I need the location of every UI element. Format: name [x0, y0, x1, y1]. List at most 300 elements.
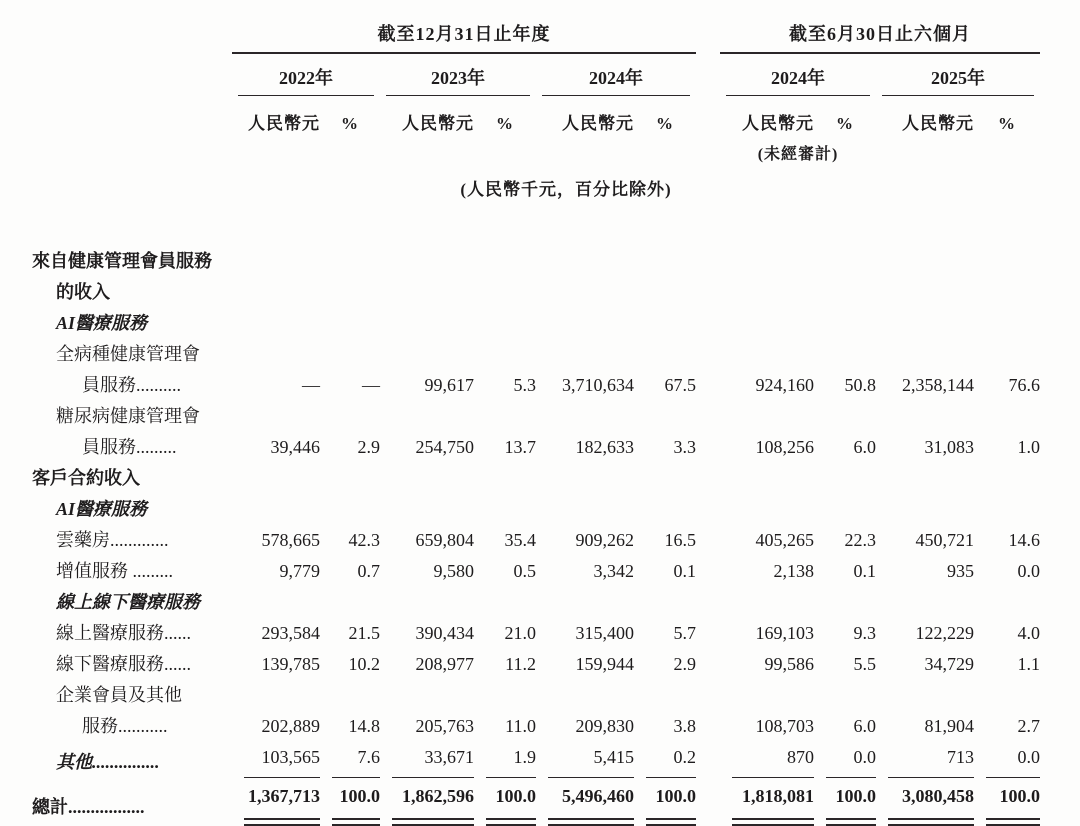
cell-text: 1.1 [1017, 654, 1041, 674]
table-row [32, 463, 1040, 494]
value-cell [536, 463, 634, 494]
year-header-2025-interim: 2025年 [876, 53, 1040, 96]
percent-cell [814, 525, 876, 556]
cell-text: 909,262 [575, 530, 634, 550]
cell-text: 50.8 [844, 375, 877, 395]
value-cell [380, 742, 474, 778]
percent-cell [320, 494, 380, 525]
value-cell [876, 649, 974, 680]
row-label [32, 680, 232, 742]
cell-text: 870 [732, 742, 814, 778]
row-label-line: AI醫療服務 [56, 499, 148, 519]
row-label-line: 來自健康管理會員服務 [32, 251, 212, 271]
value-cell [232, 618, 320, 649]
cell-text: 659,804 [415, 530, 474, 550]
double-rule [486, 818, 536, 826]
table-row [32, 246, 1040, 308]
row-label-line: AI醫療服務 [56, 313, 148, 333]
row-label-line: 糖尿病健康管理會 [56, 406, 200, 426]
value-cell [876, 308, 974, 339]
percent-cell [320, 339, 380, 401]
cell-text: 6.0 [853, 437, 877, 457]
cell-text: 159,944 [575, 654, 634, 674]
cell-text: 103,565 [244, 742, 320, 778]
cell-text: 578,665 [261, 530, 320, 550]
unit-header-row [32, 96, 1040, 134]
cell-text: 0.2 [646, 742, 696, 778]
value-cell [720, 680, 814, 742]
cell-text: 0.7 [357, 561, 380, 581]
cell-text: 35.4 [504, 530, 536, 550]
percent-cell [814, 742, 876, 778]
value-cell [876, 778, 974, 826]
percent-cell [974, 742, 1040, 778]
double-rule [392, 818, 474, 826]
percent-header: % [836, 114, 855, 133]
currency-header: 人民幣元 [562, 114, 634, 133]
cell-text: 42.3 [348, 530, 380, 550]
row-label [32, 525, 232, 556]
cell-text: 169,103 [755, 623, 815, 643]
row-label-line: 增值服務 ......... [56, 561, 173, 581]
cell-text: 315,400 [575, 623, 634, 643]
value-cell [876, 587, 974, 618]
percent-cell [814, 556, 876, 587]
value-cell [876, 401, 974, 463]
cell-text: 34,729 [924, 654, 975, 674]
value-cell [232, 778, 320, 826]
percent-cell [814, 587, 876, 618]
row-label-line: 總計................. [32, 797, 145, 817]
cell-text: 4.0 [1017, 623, 1041, 643]
cell-text: 0.0 [1017, 561, 1041, 581]
cell-text: 10.2 [348, 654, 380, 674]
percent-cell [474, 680, 536, 742]
value-cell [232, 525, 320, 556]
percent-cell [814, 339, 876, 401]
cell-text: 293,584 [261, 623, 320, 643]
cell-text: 2.7 [1017, 716, 1041, 736]
cell-text: 390,434 [415, 623, 474, 643]
percent-cell [974, 618, 1040, 649]
percent-cell [814, 308, 876, 339]
cell-text: 2.9 [673, 654, 697, 674]
value-cell [720, 649, 814, 680]
row-label-line: 雲藥房............. [56, 530, 169, 550]
cell-text: 99,617 [424, 375, 474, 395]
value-cell [380, 308, 474, 339]
cell-text: 1.9 [486, 742, 536, 778]
percent-cell [634, 680, 696, 742]
currency-header: 人民幣元 [742, 114, 815, 133]
row-label [32, 246, 232, 308]
percent-cell [634, 494, 696, 525]
row-label-line: 線下醫療服務...... [56, 654, 191, 674]
percent-cell [814, 494, 876, 525]
row-label-line: 服務........... [82, 716, 168, 736]
percent-cell [320, 618, 380, 649]
column-gap [696, 680, 720, 742]
percent-cell [474, 401, 536, 463]
column-gap [696, 308, 720, 339]
percent-cell [634, 339, 696, 401]
cell-text: 5.7 [673, 623, 697, 643]
column-gap [696, 16, 720, 53]
value-cell [720, 587, 814, 618]
year-header-row [32, 53, 1040, 96]
period-header-annual: 截至12月31日止年度 [232, 16, 696, 53]
cell-text: 67.5 [664, 375, 697, 395]
percent-cell [320, 556, 380, 587]
currency-header: 人民幣元 [248, 114, 320, 133]
row-label [32, 463, 232, 494]
row-label [32, 649, 232, 680]
value-cell [536, 742, 634, 778]
cell-text: 9,580 [433, 561, 474, 581]
cell-text: 21.0 [504, 623, 536, 643]
table-row [32, 339, 1040, 401]
cell-text: 81,904 [924, 716, 975, 736]
period-header-interim: 截至6月30日止六個月 [720, 16, 1040, 53]
row-label [32, 618, 232, 649]
currency-header: 人民幣元 [402, 114, 474, 133]
percent-cell [974, 556, 1040, 587]
cell-text: 13.7 [504, 437, 536, 457]
value-cell [232, 587, 320, 618]
table-row [32, 494, 1040, 525]
cell-text: 100.0 [655, 786, 697, 806]
value-cell [720, 463, 814, 494]
value-cell [536, 680, 634, 742]
cell-text: 108,256 [755, 437, 815, 457]
label-column-head [32, 16, 232, 53]
percent-header: % [998, 114, 1017, 133]
value-cell [876, 742, 974, 778]
percent-cell [474, 494, 536, 525]
row-label-line: 員服務......... [82, 437, 177, 457]
value-cell [720, 339, 814, 401]
value-cell [876, 246, 974, 308]
cell-text: 9,779 [279, 561, 320, 581]
cell-text: 6.0 [853, 716, 877, 736]
row-label-line: 客戶合約收入 [32, 468, 140, 488]
row-label-line: 其他............... [56, 752, 160, 772]
percent-cell [634, 618, 696, 649]
cell-text: 0.1 [673, 561, 697, 581]
percent-cell [814, 680, 876, 742]
double-rule [646, 818, 696, 826]
value-cell [380, 401, 474, 463]
value-cell [876, 680, 974, 742]
cell-text: 139,785 [261, 654, 320, 674]
cell-text: 5,496,460 [562, 786, 634, 806]
percent-cell [814, 463, 876, 494]
cell-text: 99,586 [764, 654, 815, 674]
column-gap [696, 494, 720, 525]
percent-cell [320, 246, 380, 308]
value-cell [876, 556, 974, 587]
cell-text: 5.5 [853, 654, 877, 674]
value-cell [536, 649, 634, 680]
percent-cell [634, 556, 696, 587]
value-cell [536, 401, 634, 463]
value-cell [876, 463, 974, 494]
column-gap [696, 525, 720, 556]
cell-text: 1,818,081 [742, 786, 815, 806]
cell-text: 924,160 [755, 375, 815, 395]
percent-cell [474, 587, 536, 618]
value-cell [232, 308, 320, 339]
value-cell [232, 649, 320, 680]
cell-text: 11.0 [505, 716, 536, 736]
column-gap [696, 246, 720, 308]
percent-header: % [496, 114, 514, 133]
percent-cell [974, 401, 1040, 463]
cell-text: 122,229 [915, 623, 975, 643]
value-cell [876, 618, 974, 649]
value-cell [720, 246, 814, 308]
column-gap [696, 778, 720, 826]
value-cell [380, 680, 474, 742]
cell-text: 1,367,713 [248, 786, 320, 806]
cell-text: 2,138 [773, 561, 815, 581]
cell-text: 3.8 [673, 716, 697, 736]
percent-cell [814, 401, 876, 463]
cell-text: 0.5 [513, 561, 536, 581]
percent-cell [320, 463, 380, 494]
percent-cell [634, 649, 696, 680]
cell-text: 205,763 [415, 716, 474, 736]
value-cell [380, 463, 474, 494]
cell-text: 21.5 [348, 623, 380, 643]
value-cell [720, 308, 814, 339]
cell-text: 100.0 [495, 786, 536, 806]
value-cell [380, 778, 474, 826]
column-gap [696, 742, 720, 778]
percent-cell [814, 649, 876, 680]
cell-text: 100.0 [999, 786, 1041, 806]
value-cell [380, 339, 474, 401]
table-row [32, 556, 1040, 587]
unit-note: (人民幣千元，百分比除外) [460, 180, 672, 199]
percent-cell [320, 649, 380, 680]
table-row [32, 308, 1040, 339]
cell-text: 1,862,596 [402, 786, 474, 806]
row-label-line: 線上醫療服務...... [56, 623, 191, 643]
row-label [32, 401, 232, 463]
cell-text: 713 [888, 742, 974, 778]
percent-cell [474, 742, 536, 778]
double-rule [732, 818, 814, 826]
cell-text: 14.8 [348, 716, 380, 736]
value-cell [720, 494, 814, 525]
percent-cell [320, 680, 380, 742]
column-gap [696, 556, 720, 587]
percent-cell [634, 308, 696, 339]
column-gap [696, 463, 720, 494]
cell-text: 31,083 [924, 437, 975, 457]
cell-text: 182,633 [575, 437, 634, 457]
column-gap [696, 339, 720, 401]
year-header-2022: 2022年 [232, 53, 380, 96]
percent-cell [320, 778, 380, 826]
cell-text: 100.0 [835, 786, 877, 806]
row-label [32, 742, 232, 778]
revenue-breakdown-table [32, 16, 1040, 826]
cell-text: 0.0 [986, 742, 1040, 778]
cell-text: 3,710,634 [562, 375, 634, 395]
value-cell [876, 339, 974, 401]
table-row [32, 680, 1040, 742]
value-cell [232, 680, 320, 742]
percent-cell [320, 587, 380, 618]
cell-text: 3.3 [673, 437, 697, 457]
percent-cell [320, 525, 380, 556]
cell-text: 3,080,458 [902, 786, 975, 806]
percent-cell [474, 463, 536, 494]
value-cell [380, 587, 474, 618]
table-row [32, 778, 1040, 826]
double-rule [888, 818, 974, 826]
period-header-row [32, 16, 1040, 53]
percent-cell [974, 778, 1040, 826]
unit-note-row [32, 164, 1040, 200]
value-cell [876, 525, 974, 556]
percent-cell [474, 525, 536, 556]
percent-cell [634, 778, 696, 826]
value-cell [720, 778, 814, 826]
cell-text: 254,750 [415, 437, 474, 457]
value-cell [720, 618, 814, 649]
column-gap [696, 649, 720, 680]
row-label [32, 778, 232, 826]
value-cell [380, 494, 474, 525]
cell-text: 3,342 [593, 561, 634, 581]
value-cell [536, 525, 634, 556]
cell-text: 202,889 [261, 716, 320, 736]
percent-cell [474, 649, 536, 680]
value-cell [232, 494, 320, 525]
double-rule [826, 818, 876, 826]
percent-cell [474, 308, 536, 339]
percent-cell [474, 618, 536, 649]
value-cell [232, 401, 320, 463]
value-cell [536, 494, 634, 525]
percent-cell [814, 618, 876, 649]
cell-text: 0.0 [826, 742, 876, 778]
cell-text: 0.1 [853, 561, 877, 581]
row-label-line: 員服務.......... [82, 375, 181, 395]
percent-cell [814, 778, 876, 826]
cell-text: 76.6 [1008, 375, 1041, 395]
cell-text: 9.3 [853, 623, 877, 643]
value-cell [232, 339, 320, 401]
row-label-line: 全病種健康管理會 [56, 344, 200, 364]
cell-text: 208,977 [415, 654, 474, 674]
value-cell [536, 308, 634, 339]
percent-cell [634, 525, 696, 556]
percent-cell [634, 587, 696, 618]
year-header-2024: 2024年 [536, 53, 696, 96]
percent-cell [974, 339, 1040, 401]
percent-cell [474, 246, 536, 308]
percent-cell [474, 778, 536, 826]
table-row [32, 401, 1040, 463]
cell-text: 11.2 [505, 654, 536, 674]
row-label [32, 494, 232, 525]
percent-cell [320, 401, 380, 463]
value-cell [720, 525, 814, 556]
value-cell [380, 525, 474, 556]
percent-cell [974, 525, 1040, 556]
table-row [32, 649, 1040, 680]
cell-text: 405,265 [755, 530, 815, 550]
cell-text: 1.0 [1017, 437, 1041, 457]
value-cell [536, 246, 634, 308]
percent-cell [974, 680, 1040, 742]
value-cell [380, 618, 474, 649]
cell-text: 39,446 [270, 437, 320, 457]
cell-text: 33,671 [392, 742, 474, 778]
vertical-gap [32, 200, 1040, 246]
value-cell [232, 246, 320, 308]
cell-text: 16.5 [664, 530, 697, 550]
row-label [32, 556, 232, 587]
cell-text: 7.6 [332, 742, 380, 778]
cell-text: 14.6 [1008, 530, 1041, 550]
value-cell [720, 556, 814, 587]
percent-cell [974, 308, 1040, 339]
percent-cell [320, 742, 380, 778]
currency-header: 人民幣元 [902, 114, 975, 133]
cell-text: 5.3 [513, 375, 536, 395]
value-cell [380, 556, 474, 587]
value-cell [536, 778, 634, 826]
value-cell [232, 463, 320, 494]
value-cell [536, 556, 634, 587]
percent-header: % [341, 114, 359, 133]
value-cell [876, 494, 974, 525]
table-row [32, 618, 1040, 649]
double-rule [548, 818, 634, 826]
cell-text: 108,703 [755, 716, 815, 736]
percent-cell [814, 246, 876, 308]
percent-cell [474, 556, 536, 587]
column-gap [696, 401, 720, 463]
row-label-line: 的收入 [56, 282, 110, 302]
percent-cell [320, 308, 380, 339]
cell-text: 2,358,144 [902, 375, 975, 395]
value-cell [232, 742, 320, 778]
value-cell [380, 649, 474, 680]
value-cell [536, 339, 634, 401]
table-row [32, 742, 1040, 778]
double-rule [244, 818, 320, 826]
percent-cell [974, 463, 1040, 494]
cell-text: — [302, 375, 320, 395]
cell-text: 209,830 [575, 716, 634, 736]
value-cell [536, 618, 634, 649]
table-row [32, 587, 1040, 618]
double-rule [332, 818, 380, 826]
row-label-line: 線上線下醫療服務 [56, 592, 200, 612]
value-cell [380, 246, 474, 308]
column-gap [696, 618, 720, 649]
percent-cell [634, 742, 696, 778]
percent-header: % [656, 114, 675, 133]
percent-cell [474, 339, 536, 401]
cell-text: 935 [947, 561, 975, 581]
